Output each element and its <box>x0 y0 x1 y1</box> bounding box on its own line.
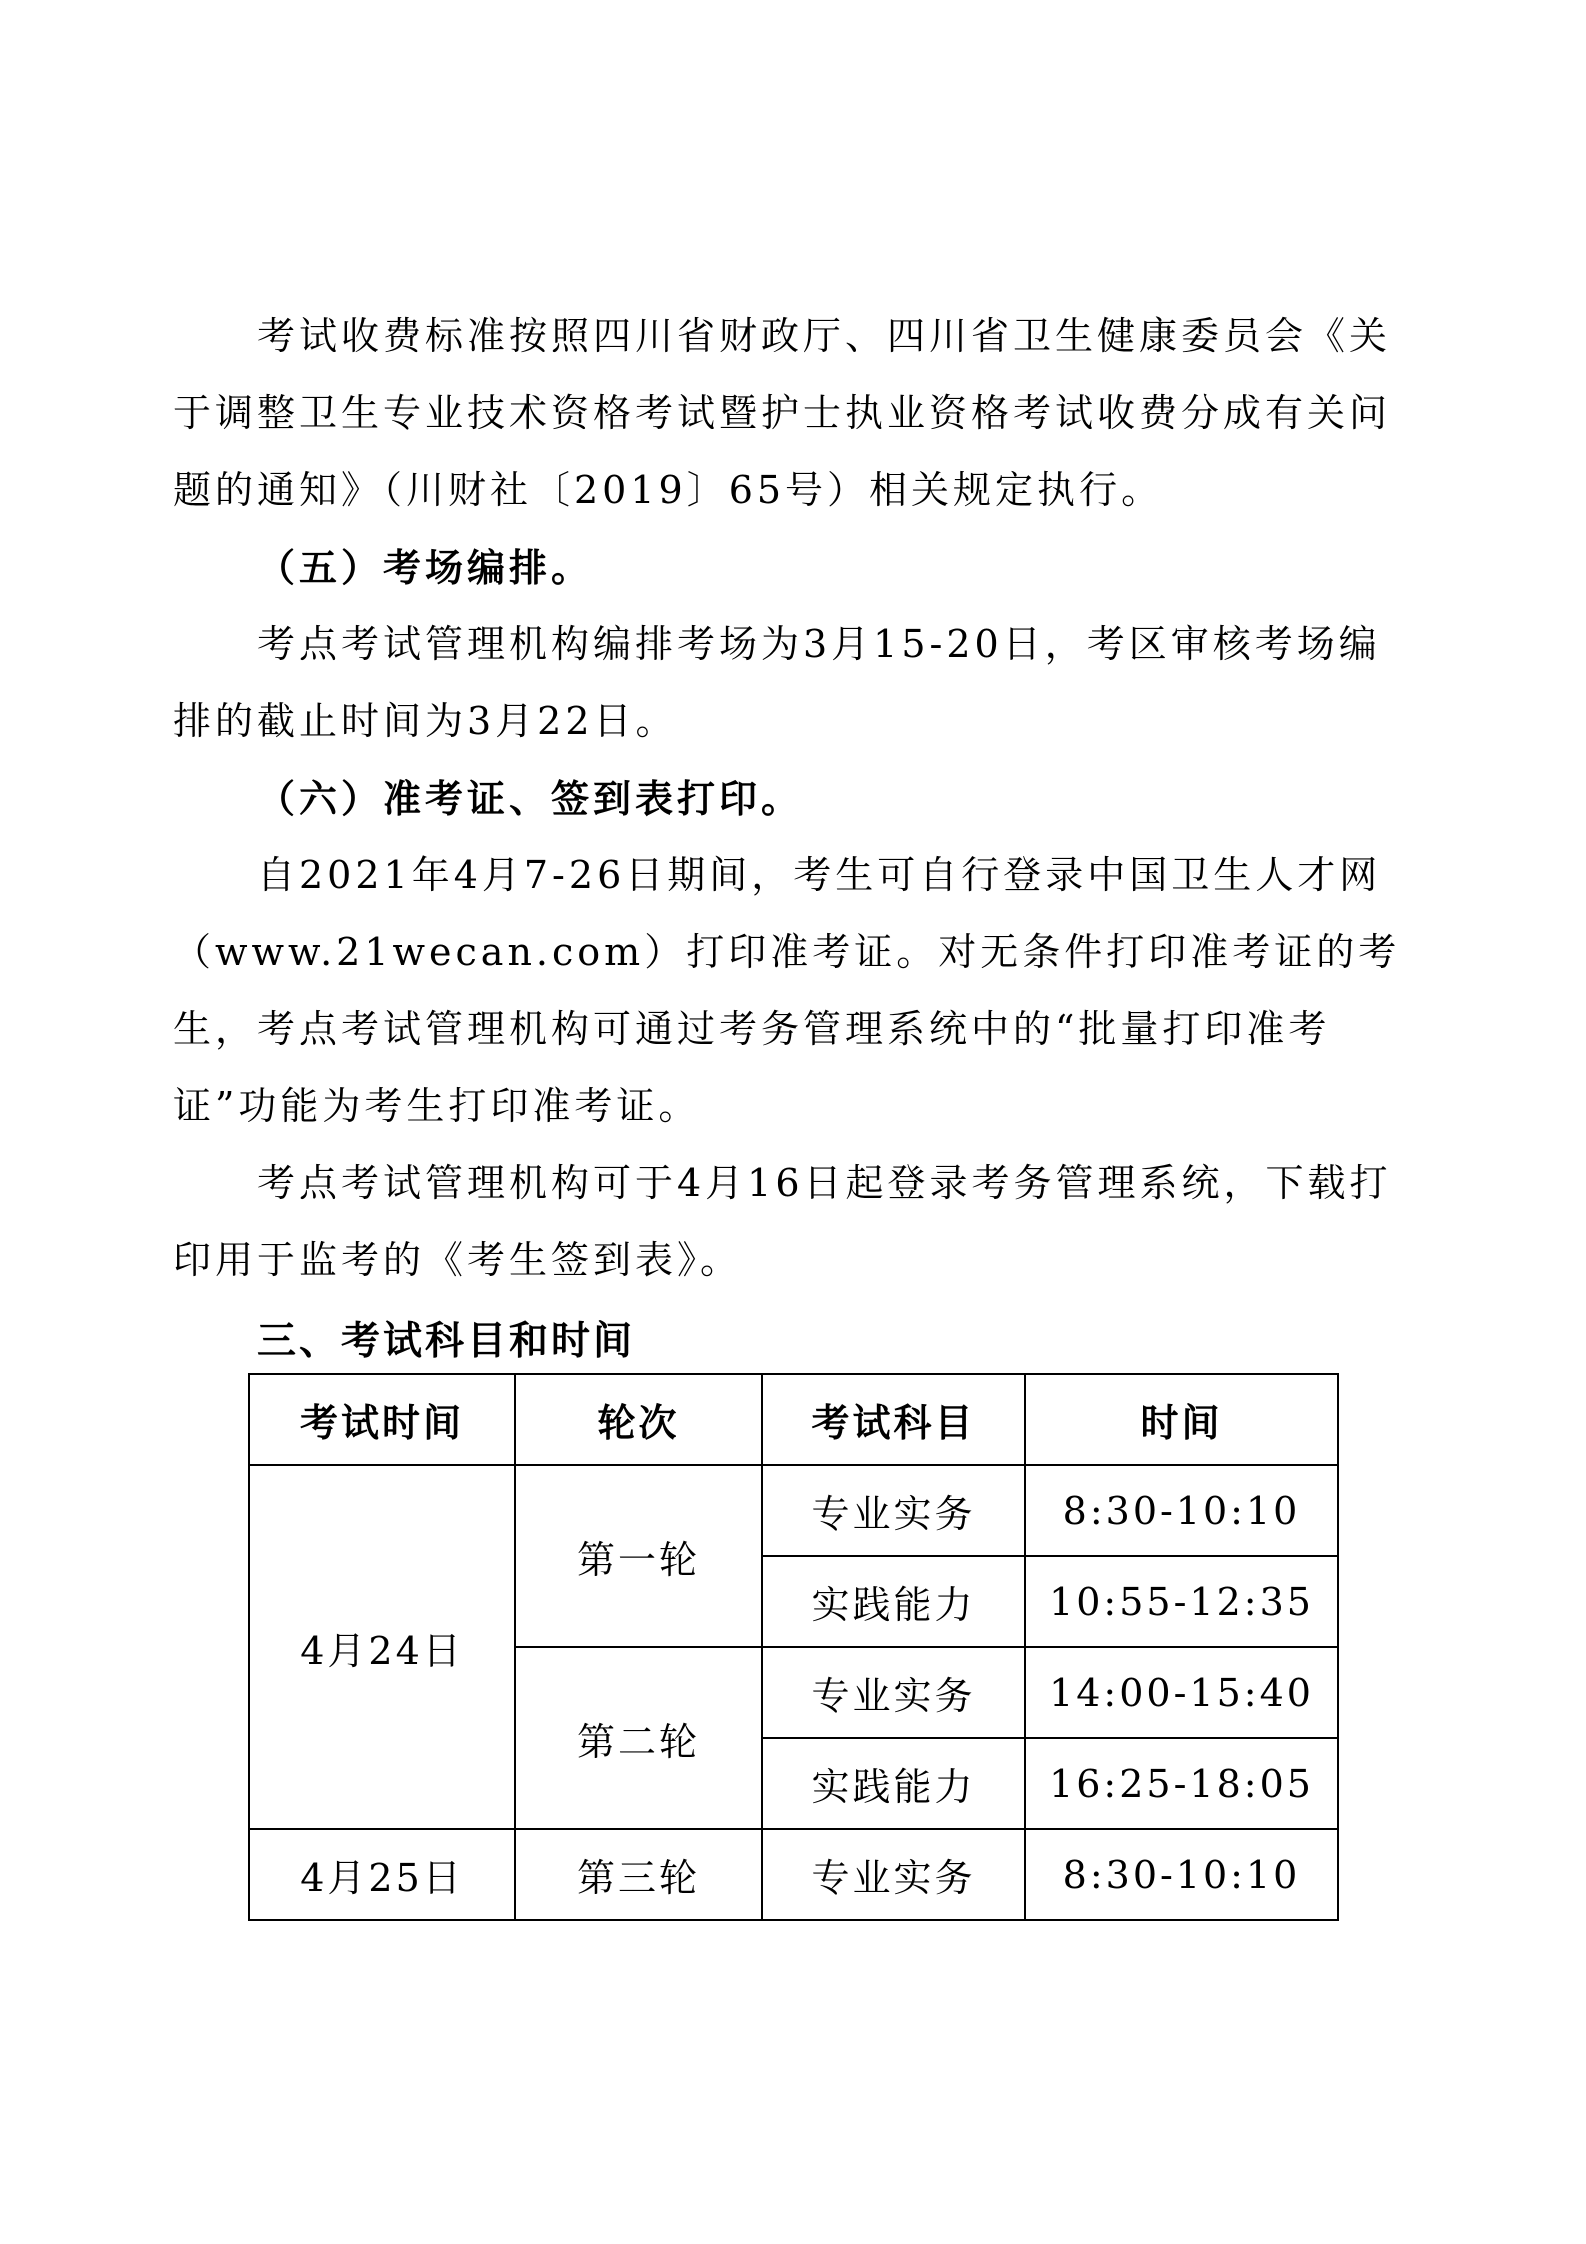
cell-date: 4月24日 <box>249 1465 515 1829</box>
cell-subject: 专业实务 <box>762 1465 1025 1556</box>
table-header-row <box>249 1374 1338 1465</box>
section-heading-exam-schedule: 三、考试科目和时间 <box>257 1319 636 1364</box>
header-exam-date: 考试时间 <box>249 1374 515 1465</box>
cell-time: 14:00-15:40 <box>1025 1647 1338 1738</box>
ticket-heading: （六）准考证、签到表打印。 <box>257 776 804 821</box>
ticket-paragraph: 自2021年4月7-26日期间，考生可自行登录中国卫生人才网（www.21wecan.com）打印准考证。对无条件打印准考证的考生，考点考试管理机构可通过考务管理系统中的“批量打印准考证”功能为考生打印准考证。 <box>173 853 1401 1128</box>
table-row <box>249 1829 1338 1920</box>
cell-subject: 实践能力 <box>762 1738 1025 1829</box>
cell-time: 8:30-10:10 <box>1025 1465 1338 1556</box>
cell-round: 第一轮 <box>515 1465 762 1647</box>
arrange-paragraph: 考点考试管理机构编排考场为3月15-20日，考区审核考场编排的截止时间为3月22日。 <box>173 622 1381 743</box>
cell-round: 第三轮 <box>515 1829 762 1920</box>
cell-time: 16:25-18:05 <box>1025 1738 1338 1829</box>
arrange-heading: （五）考场编排。 <box>257 545 594 590</box>
fee-paragraph: 考试收费标准按照四川省财政厅、四川省卫生健康委员会《关于调整卫生专业技术资格考试暨护士执业资格考试收费分成有关问题的通知》（川财社〔2019〕65号）相关规定执行。 <box>173 314 1392 512</box>
cell-date: 4月25日 <box>249 1829 515 1920</box>
cell-time: 8:30-10:10 <box>1025 1829 1338 1920</box>
cell-subject: 专业实务 <box>762 1647 1025 1738</box>
signin-paragraph: 考点考试管理机构可于4月16日起登录考务管理系统，下载打印用于监考的《考生签到表》。 <box>173 1161 1392 1282</box>
header-round: 轮次 <box>515 1374 762 1465</box>
exam-schedule-table <box>248 1373 1339 1921</box>
cell-time: 10:55-12:35 <box>1025 1556 1338 1647</box>
cell-round: 第二轮 <box>515 1647 762 1829</box>
cell-subject: 实践能力 <box>762 1556 1025 1647</box>
cell-subject: 专业实务 <box>762 1829 1025 1920</box>
header-time: 时间 <box>1025 1374 1338 1465</box>
table-row <box>249 1465 1338 1556</box>
header-subject: 考试科目 <box>762 1374 1025 1465</box>
